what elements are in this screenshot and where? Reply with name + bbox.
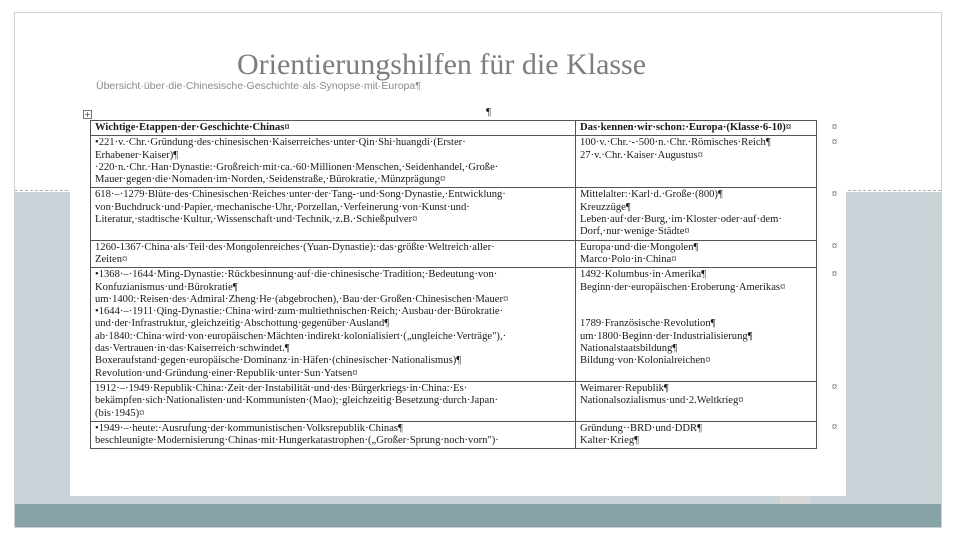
china-cell-line: das·Vertrauen·in·das·Kaiserreich·schwindet.¶ — [95, 343, 290, 355]
china-cell-line: 1260-1367·China·als·Teil·des·Mongolenreiches·(Yuan-Dynastie):·das·größte·Weltreich·aller· — [95, 241, 495, 253]
row-end-mark: ¤ — [832, 422, 837, 434]
europe-cell-line — [580, 294, 812, 306]
europe-cell-line: Nationalsozialismus·und·2.Weltkrieg¤ — [580, 395, 744, 407]
europe-cell-line: Marco·Polo·in·China¤ — [580, 253, 677, 265]
europe-cell-line: Europa·und·die·Mongolen¶ — [580, 241, 699, 253]
china-cell — [91, 381, 576, 421]
europe-cell-line: 1492·Kolumbus·in·Amerika¶ — [580, 269, 707, 281]
header-cell-china: Wichtige·Etappen·der·Geschichte·Chinas¤ — [91, 121, 576, 136]
europe-cell-line: Kreuzzüge¶ — [580, 201, 631, 213]
row-end-mark: ¤ — [832, 136, 837, 148]
europe-cell-line: 100·v.·Chr.·-·500·n.·Chr.·Römisches·Reich¶ — [580, 137, 771, 149]
china-cell-line: (bis·1945)¤ — [95, 407, 145, 419]
china-cell-line: 618·–·1279·Blüte·des·Chinesischen·Reiches·unter·der·Tang-·und·Song·Dynastie,·Entwicklung· — [95, 189, 506, 201]
china-cell-line: •1368·–·1644·Ming-Dynastie:·Rückbesinnung·auf·die·chinesische·Tradition;·Bedeutung·von· — [95, 269, 498, 281]
china-cell-line: •221·v.·Chr.·Gründung·des·chinesischen·Kaiserreiches·unter·Qin·Shi·huangdi·(Erster· — [95, 137, 466, 149]
china-cell-line: ·220·n.·Chr.·Han·Dynastie:·Großreich·mit·ca.·60·Millionen·Menschen,·Seidenhandel,·Große· — [95, 161, 499, 173]
paragraph-mark: ¶ — [486, 106, 491, 118]
china-cell-line: 1912·–·1949·Republik·China:·Zeit·der·Instabilität·und·des·Bürgerkriegs·in·China:·Es· — [95, 382, 468, 394]
table-row — [91, 188, 817, 240]
europe-cell — [576, 240, 817, 268]
europe-cell — [576, 136, 817, 188]
china-cell-line: Mauer·gegen·die·Nomaden·im·Norden,·Seidenstraße,·Bürokratie,·Münzprägung¤ — [95, 174, 446, 186]
europe-cell-line: Kalter·Krieg¶ — [580, 435, 639, 447]
europe-cell-line: Beginn·der·europäischen·Eroberung·Amerikas¤ — [580, 281, 786, 293]
table-row — [91, 240, 817, 268]
table-header-row — [91, 121, 817, 136]
china-cell-line: und·der·Infrastruktur,·gleichzeitig·Abschottung·gegenüber·Ausland¶ — [95, 318, 390, 330]
slide-bottom-band — [15, 504, 941, 527]
table-row — [91, 136, 817, 188]
europe-cell-line: 1789·Französische·Revolution¶ — [580, 318, 716, 330]
table-row — [91, 268, 817, 382]
table-row — [91, 421, 817, 449]
china-cell-line: Zeiten¤ — [95, 253, 128, 265]
china-cell-line: von·Buchdruck·und·Papier,·mechanische·Uhr,·Porzellan,·Verfeinerung·von·Kunst·und· — [95, 201, 470, 213]
china-cell-line: ab·1840:·China·wird·von·europäischen·Mächten·indirekt·kolonialisiert·(„ungleiche·Verträge"),· — [95, 330, 507, 342]
europe-cell — [576, 268, 817, 382]
europe-cell — [576, 381, 817, 421]
row-end-mark: ¤ — [832, 121, 837, 133]
china-cell-line: Literatur,·stadtische·Kultur,·Wissenschaft·und·Technik,·z.B.·Schießpulver¤ — [95, 214, 418, 226]
europe-cell-line: um·1800·Beginn·der·Industrialisierung¶ — [580, 330, 753, 342]
slide-title[interactable]: Orientierungshilfen für die Klasse — [237, 48, 647, 81]
row-end-mark: ¤ — [832, 268, 837, 280]
europe-cell-line: Gründung··BRD·und·DDR¶ — [580, 422, 702, 434]
history-table — [90, 120, 817, 449]
europe-cell — [576, 188, 817, 240]
china-cell — [91, 421, 576, 449]
china-cell — [91, 240, 576, 268]
europe-cell-line: Dorf,·nur·wenige·Städte¤ — [580, 226, 690, 238]
china-cell-line: beschleunigte·Modernisierung·Chinas·mit·Hungerkatastrophen·(„Großer·Sprung·noch·vorn")· — [95, 435, 499, 447]
china-cell — [91, 188, 576, 240]
row-end-mark: ¤ — [832, 241, 837, 253]
china-cell — [91, 268, 576, 382]
europe-cell-line — [580, 306, 812, 318]
document-subtitle: Übersicht·über·die·Chinesische·Geschichte·als·Synopse·mit·Europa¶ — [96, 80, 421, 92]
europe-cell-line: Nationalstaatsbildung¶ — [580, 343, 678, 355]
china-cell-line: •1644·–·1911·Qing-Dynastie:·China·wird·zum·multiethnischen·Reich;·Ausbau·der·Bürokratie· — [95, 306, 504, 318]
china-cell-line: Erhabener·Kaiser)¶ — [95, 149, 179, 161]
table-move-handle-icon[interactable]: + — [84, 110, 91, 119]
china-cell-line: •1949·–·heute:·Ausrufung·der·kommunistischen·Volksrepublik·Chinas¶ — [95, 422, 403, 434]
europe-cell-line: Bildung·von·Kolonialreichen¤ — [580, 355, 711, 367]
europe-cell-line: Leben·auf·der·Burg,·im·Kloster·oder·auf·dem· — [580, 214, 782, 226]
embedded-document-image[interactable] — [70, 120, 846, 496]
table-row — [91, 381, 817, 421]
scroll-indicator — [780, 496, 810, 504]
china-cell — [91, 136, 576, 188]
europe-cell-line: Mittelalter:·Karl·d.·Große·(800)¶ — [580, 189, 723, 201]
europe-cell — [576, 421, 817, 449]
china-cell-line: Boxeraufstand·gegen·europäische·Dominanz·in·Häfen·(chinesischer·Nationalismus)¶ — [95, 355, 462, 367]
china-cell-line: Revolution·und·Gründung·einer·Republik·unter·Sun·Yatsen¤ — [95, 367, 358, 379]
china-cell-line: um·1400:·Reisen·des·Admiral·Zheng·He·(abgebrochen),·Bau·der·Großen·Chinesischen·Mauer¤ — [95, 293, 509, 305]
europe-cell-line: 27·v.·Chr.·Kaiser·Augustus¤ — [580, 149, 703, 161]
row-end-mark: ¤ — [832, 382, 837, 394]
europe-cell-line: Weimarer·Republik¶ — [580, 382, 669, 394]
china-cell-line: bekämpfen·sich·Nationalisten·und·Kommunisten·(Mao);·gleichzeitig·Besetzung·durch·Japan· — [95, 395, 499, 407]
china-cell-line: Konfuzianismus·und·Bürokratie¶ — [95, 281, 238, 293]
row-end-mark: ¤ — [832, 188, 837, 200]
header-cell-europe: Das·kennen·wir·schon:·Europa·(Klasse·6-10)¤ — [576, 121, 817, 136]
